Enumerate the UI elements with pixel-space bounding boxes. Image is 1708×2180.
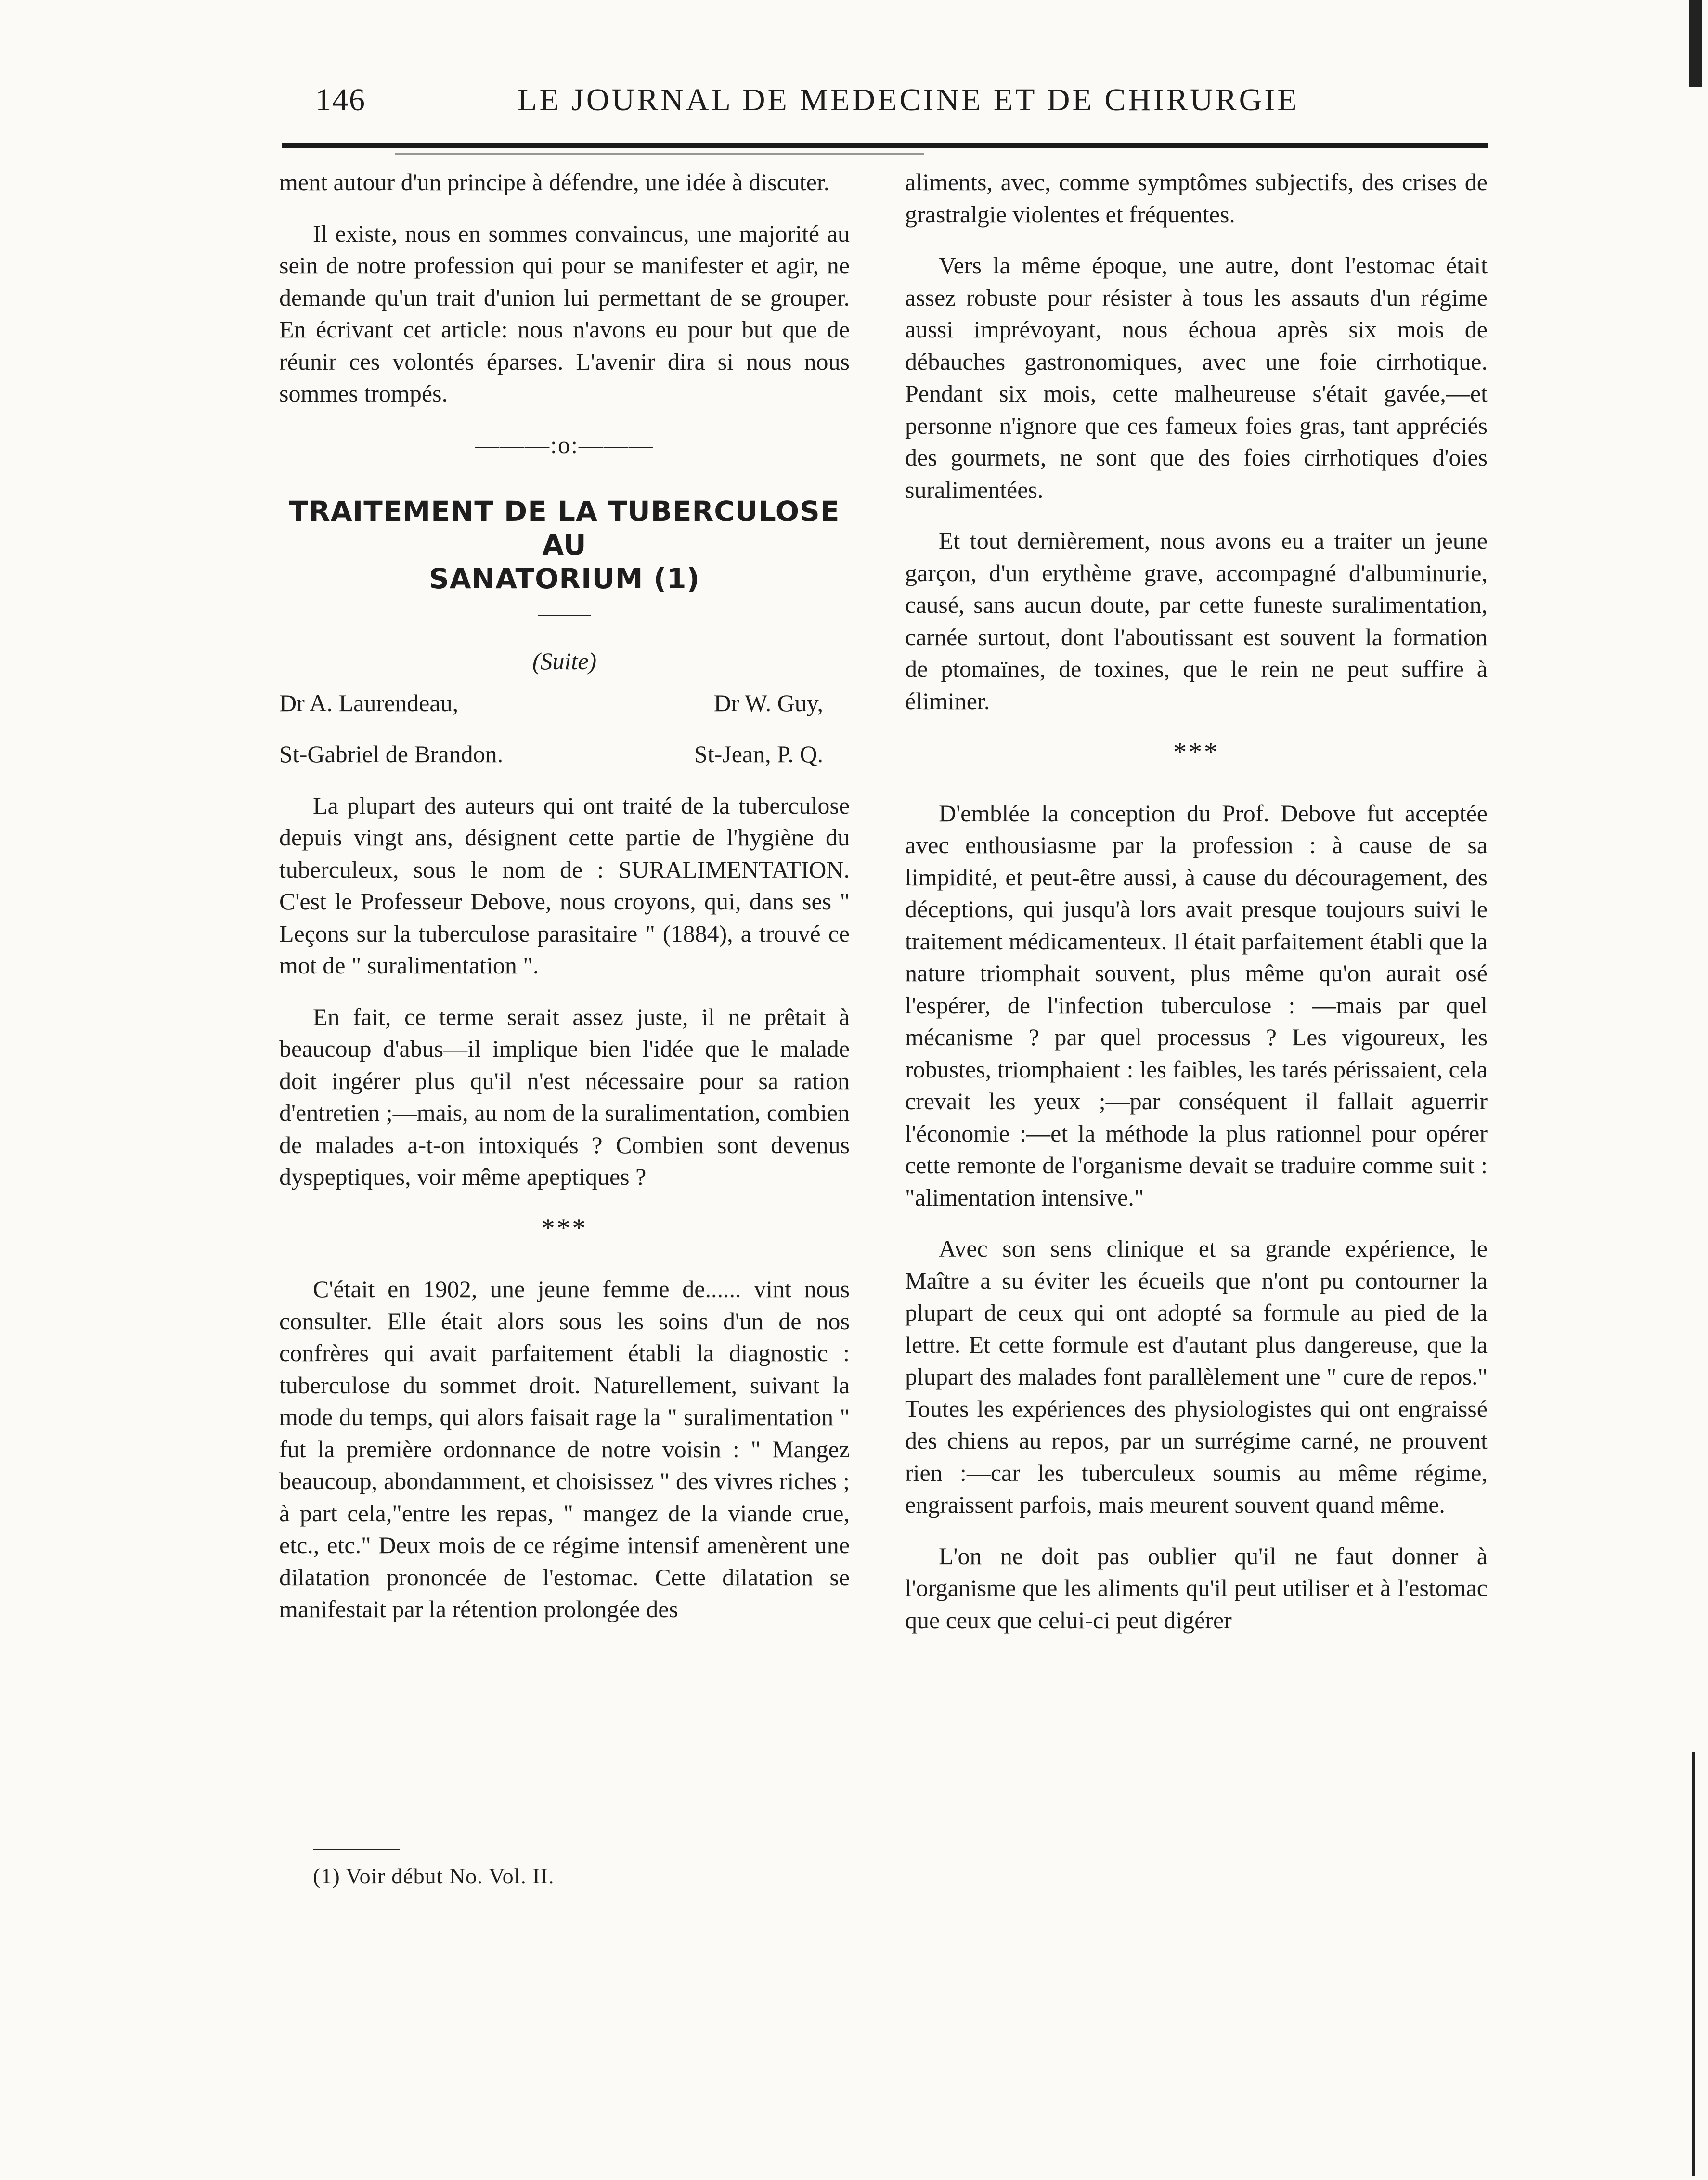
author-places bbox=[279, 738, 850, 770]
scan-mark bbox=[1689, 0, 1702, 87]
paragraph: Il existe, nous en sommes convaincus, une majorité au sein de notre profession qui pour se manifester et agir, ne demande qu'un trait d'union lui permettant de se grouper. En écrivant cet article: nous n'avons eu pour but que de réunir ces volontés éparses. L'avenir dira si nous nous sommes trompés. bbox=[279, 220, 850, 407]
paragraph: D'emblée la conception du Prof. Debove fut acceptée avec enthousiasme par la profession : à cause de sa limpidité, et peut-être aussi, à cause du découragement, des déceptions, qui jusqu'à lors avait presque toujours suivi le traitement médicamenteux. Il était parfaitement établi que la nature triomphait souvent, plus même qu'on aurait osé l'espérer, de l'infection tuberculose : —mais par quel mécanisme ? par quel processus ? Les vigoureux, les robustes, triomphaient : les faibles, les tarés périssaient, cela crevait les yeux ;—par conséquent il fallait aguerrir l'économie :—et la méthode la plus rationnel pour opérer cette remonte de l'organisme devait se traduire comme suit : "alimentation intensive." bbox=[905, 799, 1488, 1211]
article-title bbox=[279, 494, 850, 596]
paragraph: Avec son sens clinique et sa grande expérience, le Maître a su éviter les écueils que n'ont pu contourner la plupart de ceux qui ont adopté sa formule au pied de la lettre. Et cette formule est d'autant plus dangereuse, que la plupart des malades font parallèlement une " cure de repos." Toutes les expériences des physiologistes qui ont engraissé des chiens au repos, par un surrégime carné, ne prouvent rien :—car les tuberculeux soumis au même régime, engraissent parfois, mais meurent souvent quand même. bbox=[905, 1235, 1488, 1518]
footnote-rule bbox=[313, 1849, 400, 1850]
scan-mark bbox=[1692, 1752, 1695, 2176]
paragraph: L'on ne doit pas oublier qu'il ne faut donner à l'organisme que les aliments qu'il peut utiliser et à l'estomac que ceux que celui-ci peut digérer bbox=[905, 1542, 1488, 1634]
author-name: Dr A. Laurendeau, bbox=[279, 689, 459, 716]
author-names bbox=[279, 687, 850, 719]
author-place: St-Jean, P. Q. bbox=[694, 740, 823, 767]
asterism: *** bbox=[1173, 737, 1219, 767]
footnote: (1) Voir début No. Vol. II. bbox=[313, 1864, 555, 1888]
article-title-line: TRAITEMENT DE LA TUBERCULOSE AU bbox=[289, 495, 840, 561]
author-place: St-Gabriel de Brandon. bbox=[279, 740, 504, 767]
paragraph: La plupart des auteurs qui ont traité de la tuberculose depuis vingt ans, désignent cette partie de l'hygiène du tuberculeux, sous le nom de : SURALIMENTATION. C'est le Professeur Debove, nous croyons, qui, dans ses " Leçons sur la tuberculose parasitaire " (1884), a trouvé ce mot de " suralimentation ". bbox=[279, 792, 850, 979]
paragraph: Et tout dernièrement, nous avons eu a traiter un jeune garçon, d'un erythème grave, accompagné d'albuminurie, causé, sans aucun doute, par cette funeste suralimentation, carnée surtout, dont l'aboutissant est souvent la formation de ptomaïnes, de toxines, que le rein ne peut suffire à éliminer. bbox=[905, 527, 1488, 714]
scan-edge-marks bbox=[1679, 0, 1708, 2180]
title-rule bbox=[538, 615, 591, 616]
left-column bbox=[279, 166, 850, 1645]
paragraph: aliments, avec, comme symptômes subjectifs, des crises de grastralgie violentes et fréquentes. bbox=[905, 169, 1488, 228]
suite-label: (Suite) bbox=[532, 648, 597, 675]
header-rule bbox=[282, 143, 1488, 148]
section-separator: ———:o:——— bbox=[475, 431, 654, 458]
right-column bbox=[905, 166, 1488, 1655]
header-rule-thin bbox=[395, 153, 924, 155]
paragraph: En fait, ce terme serait assez juste, il ne prêtait à beaucoup d'abus—il implique bien l'idée que le malade doit ingérer plus qu'il n'est nécessaire pour sa ration d'entretien ;—mais, au nom de la suralimentation, combien de malades a-t-on intoxiqués ? Combien sont devenus dyspeptiques, voir même apeptiques ? bbox=[279, 1003, 850, 1190]
page-number: 146 bbox=[315, 82, 366, 117]
article-title-line: SANATORIUM (1) bbox=[428, 562, 700, 595]
paragraph: ment autour d'un principe à défendre, une idée à discuter. bbox=[279, 169, 830, 195]
author-name: Dr W. Guy, bbox=[713, 689, 823, 716]
page-header bbox=[282, 77, 1485, 130]
running-title: LE JOURNAL DE MEDECINE ET DE CHIRURGIE bbox=[518, 82, 1299, 117]
paragraph: Vers la même époque, une autre, dont l'estomac était assez robuste pour résister à tous les assauts d'un régime aussi imprévoyant, nous échoua après six mois de débauches gastronomiques, avec une foie cirrhotique. Pendant six mois, cette malheureuse s'était gavée,—et personne n'ignore que ces fameux foies gras, tant appréciés des gourmets, ne sont que des foies cirrhotiques d'oies suralimentées. bbox=[905, 252, 1488, 503]
asterism: *** bbox=[541, 1213, 588, 1243]
paragraph: C'était en 1902, une jeune femme de...... vint nous consulter. Elle était alors sous les soins d'un de nos confrères qui avait parfaitement établi la diagnostic : tuberculose du sommet droit. Naturellement, suivant la mode du temps, qui alors faisait rage la " suralimentation " fut la première ordonnance de notre voisin : " Mangez beaucoup, abondamment, et choisissez " des vivres riches ; à part cela,"entre les repas, " mangez de la viande crue, etc., etc." Deux mois de ce régime intensif amenèrent une dilatation prononcée de l'estomac. Cette dilatation se manifestait par la rétention prolongée des bbox=[279, 1275, 850, 1622]
